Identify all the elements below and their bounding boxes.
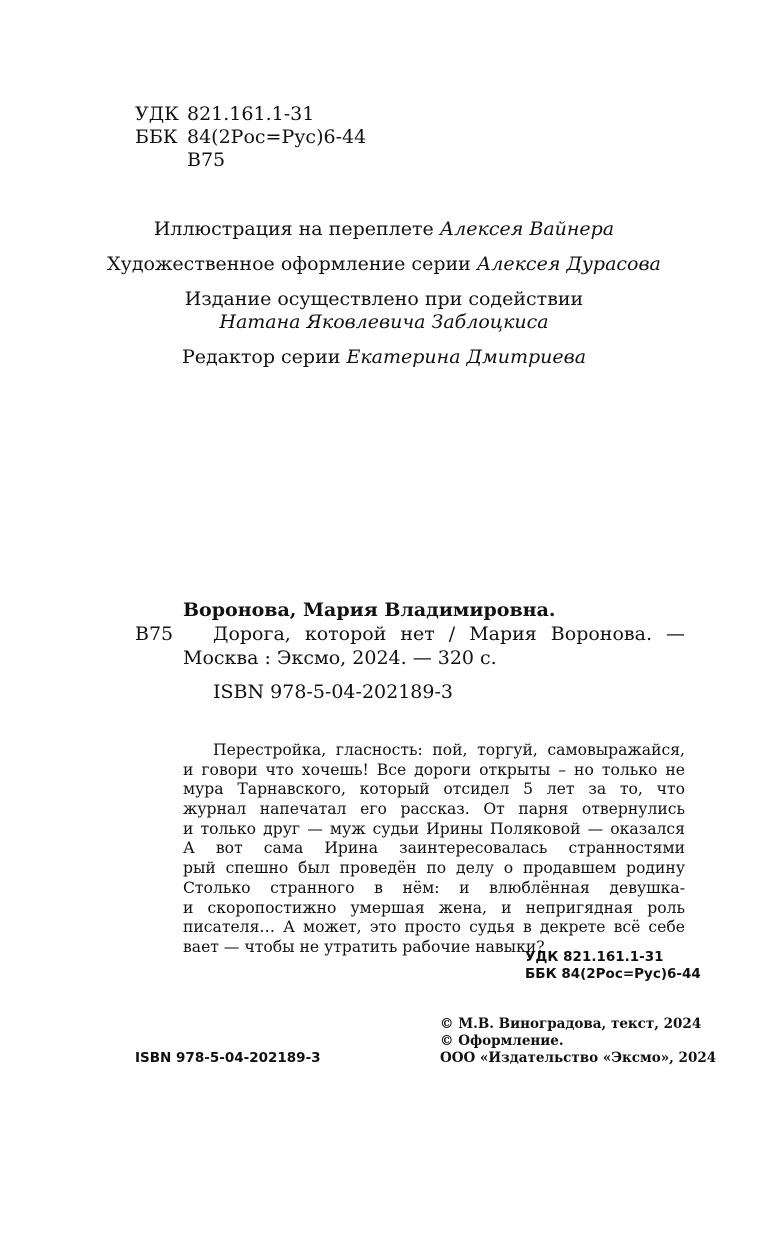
footer-isbn: ISBN 978-5-04-202189-3 [135,1050,321,1066]
udk-value: 821.161.1-31 [187,103,315,125]
copyright-design: © Оформление. [440,1033,564,1049]
annotation-line: А вот сама Ирина заинтересовалась странностями [183,839,685,858]
bbk-row [135,126,366,149]
annotation-line: мура Тарнавского, который отсидел 5 лет за то, что [183,780,685,799]
design-credit [0,253,768,276]
author-mark: В75 [187,149,226,171]
entry-title-line1: Дорога, которой нет / Мария Воронова. — [213,623,685,645]
udk-row [135,103,314,126]
entry-author: Воронова, Мария Владимировна. [183,599,556,621]
annotation-line: Перестройка, гласность: пой, торгуй, самовыражайся, [213,741,685,759]
annotation-line: Столько странного в нём: и влюблённая девушка- [183,878,685,897]
entry-mark: В75 [135,623,174,645]
annotation-line: и только друг — муж судьи Ирины Поляковой — оказался [183,819,685,838]
editor-prefix: Редактор серии [181,346,341,368]
credits-block [0,218,768,241]
entry-isbn: ISBN 978-5-04-202189-3 [213,681,453,703]
bbk-value: 84(2Рос=Рус)6-44 [187,126,367,148]
author-mark-row [135,149,225,172]
illustration-name: Алексея Вайнера [439,218,615,240]
annotation-line: писателя… А может, это просто судья в декрете всё себе [183,918,685,937]
design-name: Алексея Дурасова [476,253,661,275]
annotation-line: рый спешно был проведён по делу о продавшем родину [183,859,685,878]
support-name: Натана Яковлевича Заблоцкиса [219,311,549,333]
copyright-publisher: ООО «Издательство «Эксмо», 2024 [440,1050,717,1066]
design-prefix: Художественное оформление серии [107,253,471,275]
annotation-udk: УДК 821.161.1-31 [525,949,664,965]
udk-label: УДК [135,103,179,125]
annotation-line: и скоропостижно умершая жена, и непригядная роль [183,898,685,917]
editor-name: Екатерина Дмитриева [346,346,587,368]
entry-title-line2: Москва : Эксмо, 2024. — 320 с. [183,647,497,669]
editor-credit [0,346,768,369]
illustration-prefix: Иллюстрация на переплете [153,218,434,240]
annotation-line: и говори что хочешь! Все дороги открыты – но только не [183,760,685,779]
annotation [183,741,685,958]
illustration-credit [0,218,768,241]
annotation-line: журнал напечатал его рассказ. От парня отвернулись [183,800,685,819]
annotation-line: вает — чтобы не утратить рабочие навыки? [183,937,545,956]
copyright-author: © М.В. Виноградова, текст, 2024 [440,1016,702,1032]
support-line: Издание осуществлено при содействии [184,288,584,310]
bbk-label: ББК [135,126,178,148]
annotation-bbk: ББК 84(2Рос=Рус)6-44 [525,966,701,982]
